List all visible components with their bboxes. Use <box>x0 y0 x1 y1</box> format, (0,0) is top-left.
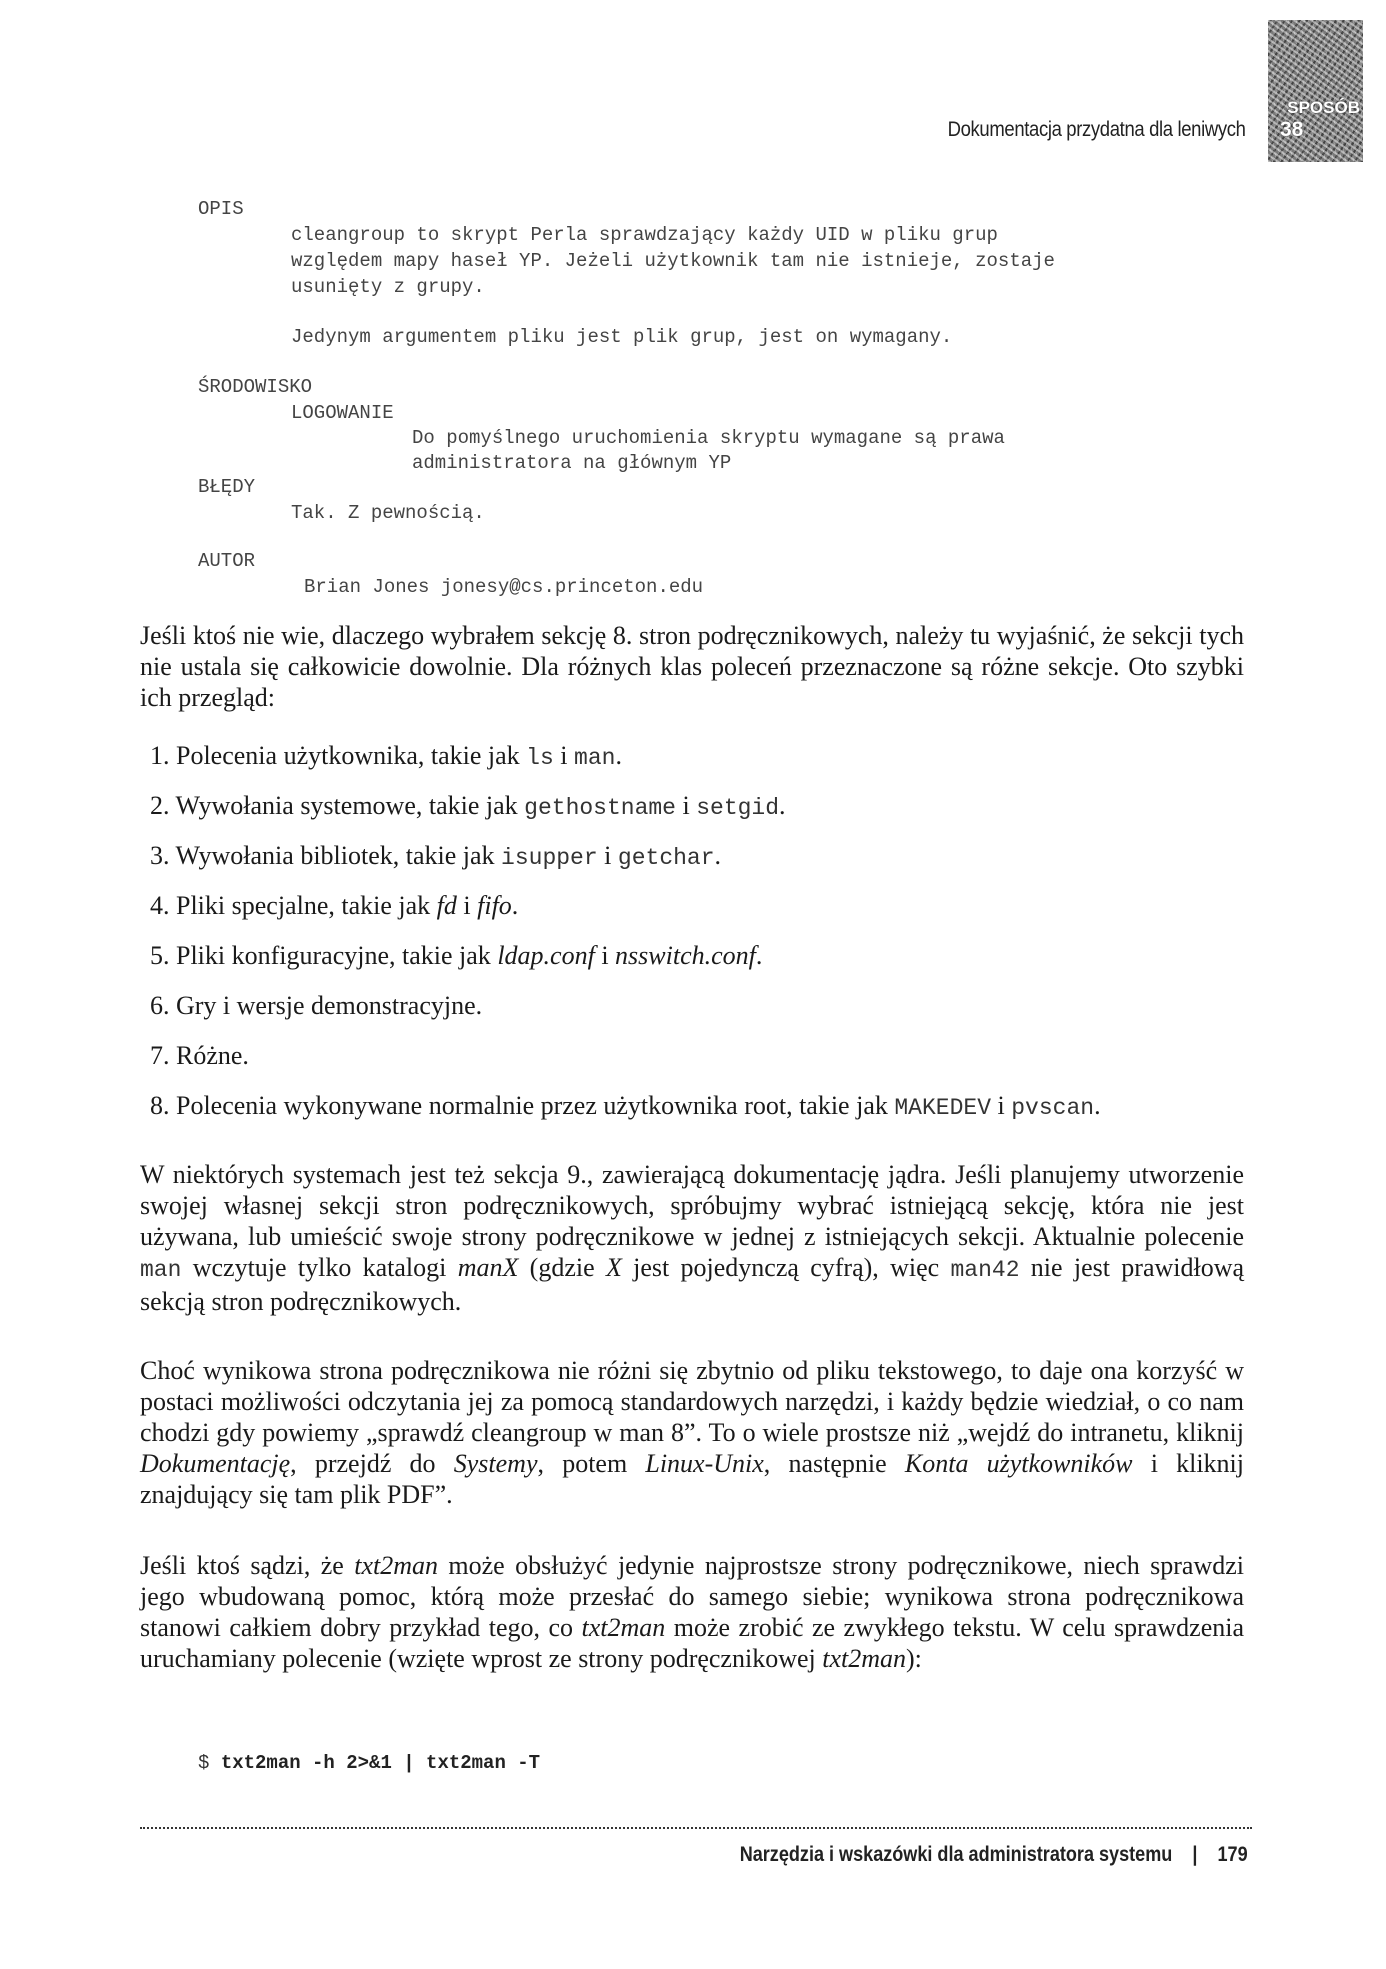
sposob-badge <box>1268 20 1363 162</box>
list-item: 5. Pliki konfiguracyjne, takie jak ldap.conf i nsswitch.conf. <box>150 941 763 970</box>
section-label-autor: AUTOR <box>198 550 256 572</box>
logowanie-line: administratora na głównym YP <box>412 452 732 474</box>
list-item: 7. Różne. <box>150 1041 249 1070</box>
list-item: 4. Pliki specjalne, takie jak fd i fifo. <box>150 891 519 920</box>
paragraph-sections-intro: Jeśli ktoś nie wie, dlaczego wybrałem sekcję 8. stron podręcznikowych, należy tu wyjaśnić, że sekcji tych nie ustala się całkowicie dowolnie. Dla różnych klas poleceń przeznaczone są różne sekcje. Oto szybki ich przegląd: <box>140 621 1244 712</box>
footer-separator: | <box>1192 1843 1198 1866</box>
opis-line: Jedynym argumentem pliku jest plik grup, jest on wymagany. <box>291 326 953 348</box>
footer-book-title: Narzędzia i wskazówki dla administratora systemu <box>740 1843 1173 1866</box>
subsection-label-logowanie: LOGOWANIE <box>291 402 394 424</box>
bledy-text: Tak. Z pewnością. <box>291 502 485 524</box>
autor-text: Brian Jones jonesy@cs.princeton.edu <box>304 576 704 598</box>
list-item: 2. Wywołania systemowe, takie jak gethostname i setgid. <box>150 791 786 821</box>
list-item: 3. Wywołania bibliotek, takie jak isupper i getchar. <box>150 841 722 871</box>
opis-line: względem mapy haseł YP. Jeżeli użytkownik tam nie istnieje, zostaje <box>291 250 1055 272</box>
paragraph-section-nine: W niektórych systemach jest też sekcja 9., zawierającą dokumentację jądra. Jeśli planujemy utworzenie swojej własnej sekcji stron podręcznikowych, spróbujmy wybrać istniejącą sekcję, która nie jest używana, lub umieścić swoje strony podręcznikowe w jednej z istniejących sekcji. Aktualnie polecenie man wczytuje tylko katalogi manX (gdzie X jest pojedynczą cyfrą), więc man42 nie jest prawidłową sekcją stron podręcznikowych. <box>140 1160 1245 1316</box>
command-example <box>198 1752 540 1774</box>
opis-line: cleangroup to skrypt Perla sprawdzający każdy UID w pliku grup <box>291 224 998 246</box>
section-label-opis: OPIS <box>198 198 244 220</box>
list-item: 6. Gry i wersje demonstracyjne. <box>150 991 483 1020</box>
shell-command: txt2man -h 2>&1 | txt2man -T <box>220 1752 541 1774</box>
list-item: 8. Polecenia wykonywane normalnie przez użytkownika root, takie jak MAKEDEV i pvscan. <box>150 1091 1101 1121</box>
page-footer <box>740 1843 1248 1867</box>
footer-divider <box>140 1827 1252 1829</box>
man-sections-list <box>150 740 1101 1140</box>
paragraph-txt2man: Jeśli ktoś sądzi, że txt2man może obsłużyć jedynie najprostsze strony podręcznikowe, niech sprawdzi jego wbudowaną pomoc, którą może przesłać do samego siebie; wynikowa strona podręcznikowa stanowi całkiem dobry przykład tego, co txt2man może zrobić ze zwykłego tekstu. W celu sprawdzenia uruchamiany polecenie (wzięte wprost ze strony podręcznikowej txt2man): <box>140 1551 1244 1673</box>
section-label-srodowisko: ŚRODOWISKO <box>198 376 313 398</box>
sposob-badge-number: 38 <box>1280 118 1304 141</box>
page-number: 179 <box>1217 1843 1248 1866</box>
sposob-badge-label: SPOSÓB <box>1287 98 1360 117</box>
list-item: 1. Polecenia użytkownika, takie jak ls i man. <box>150 741 622 771</box>
section-label-bledy: BŁĘDY <box>198 476 256 498</box>
logowanie-line: Do pomyślnego uruchomienia skryptu wymagane są prawa <box>412 427 1005 449</box>
shell-prompt: $ <box>198 1752 221 1774</box>
paragraph-benefits: Choć wynikowa strona podręcznikowa nie różni się zbytnio od pliku tekstowego, to daje ona korzyść w postaci możliwości odczytania jej za pomocą standardowych narzędzi, i każdy będzie wiedział, o co nam chodzi gdy powiemy „sprawdź cleangroup w man 8”. To o wiele prostsze niż „wejdź do intranetu, kliknij Dokumentację, przejdź do Systemy, potem Linux-Unix, następnie Konta użytkowników i kliknij znajdujący się tam plik PDF”. <box>140 1356 1244 1509</box>
running-header-title: Dokumentacja przydatna dla leniwych <box>948 118 1246 141</box>
opis-line: usunięty z grupy. <box>291 276 485 298</box>
